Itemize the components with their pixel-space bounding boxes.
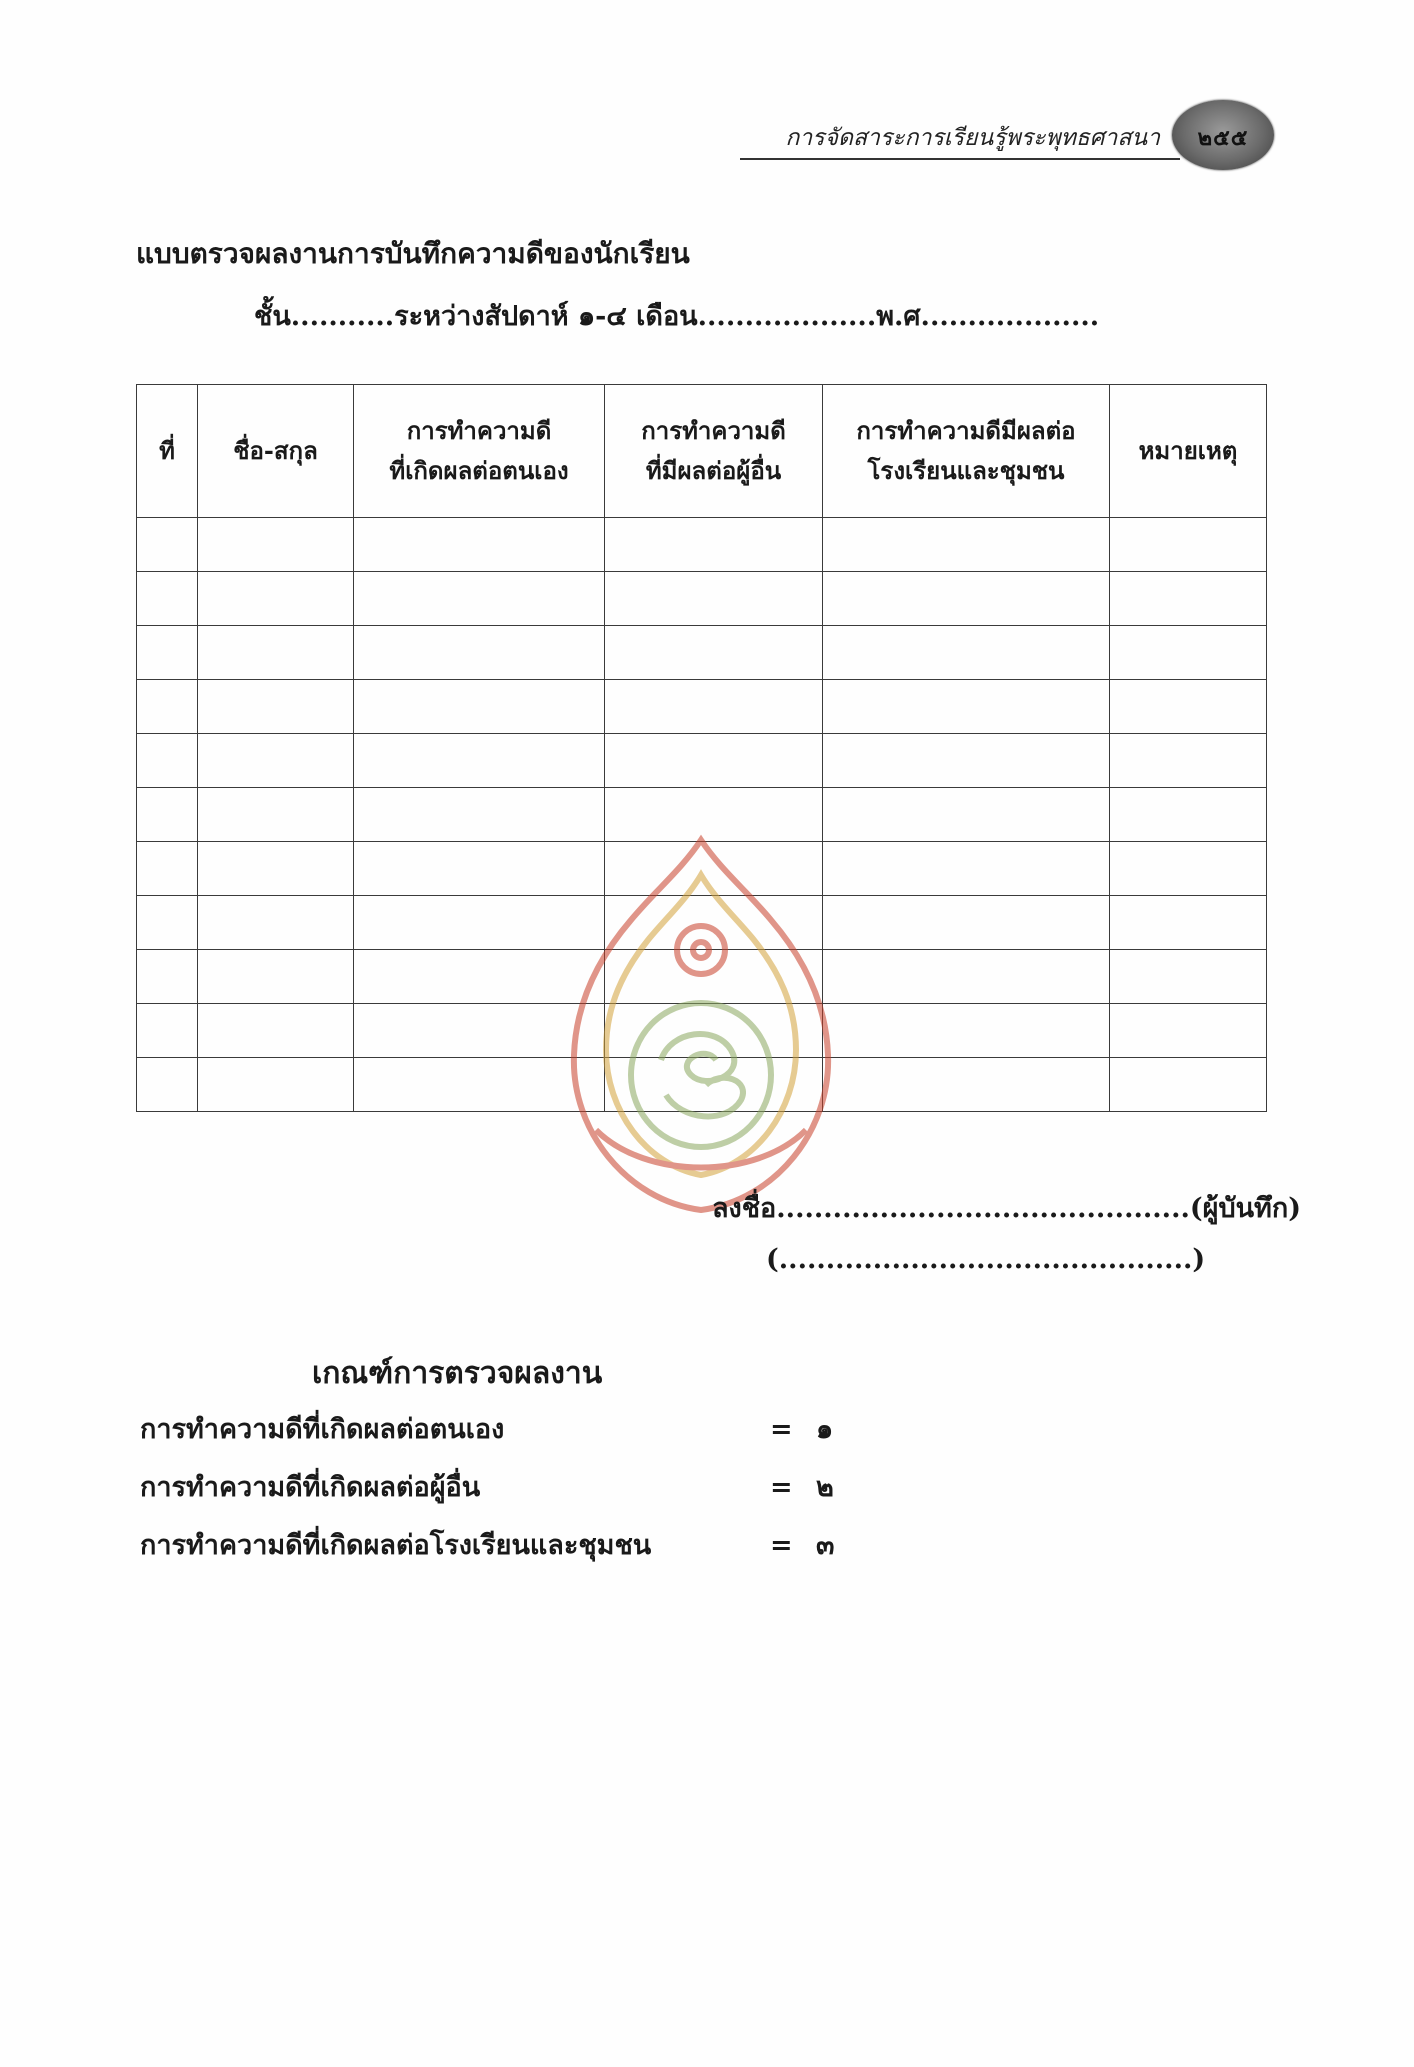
table-cell[interactable]	[1110, 572, 1267, 626]
criteria-score: ๒	[816, 1472, 834, 1503]
header-text-line: ที่	[159, 436, 175, 465]
table-cell[interactable]	[823, 896, 1110, 950]
table-cell[interactable]	[198, 950, 354, 1004]
criteria-score: ๓	[816, 1530, 835, 1561]
criteria-item	[140, 1410, 860, 1468]
table-cell[interactable]	[137, 1058, 198, 1112]
table-row	[137, 842, 1267, 896]
table-cell[interactable]	[1110, 896, 1267, 950]
criteria-label: การทำความดีที่เกิดผลต่อผู้อื่น	[140, 1472, 481, 1503]
table-cell[interactable]	[198, 1058, 354, 1112]
table-cell[interactable]	[198, 680, 354, 734]
table-cell[interactable]	[354, 788, 605, 842]
table-cell[interactable]	[1110, 788, 1267, 842]
form-subtitle: ชั้น...........ระหว่างสัปดาห์ ๑-๔ เดือน...................พ.ศ...................	[254, 301, 1100, 332]
table-cell[interactable]	[137, 680, 198, 734]
criteria-label: การทำความดีที่เกิดผลต่อโรงเรียนและชุมชน	[140, 1530, 652, 1561]
table-cell[interactable]	[354, 518, 605, 572]
table-cell[interactable]	[1110, 950, 1267, 1004]
table-cell[interactable]	[605, 734, 823, 788]
record-table	[136, 384, 1267, 1112]
signature-line: ลงชื่อ............................................(ผู้บันทึก)	[712, 1193, 1301, 1224]
table-cell[interactable]	[1110, 734, 1267, 788]
table-cell[interactable]	[354, 1004, 605, 1058]
table-cell[interactable]	[823, 680, 1110, 734]
table-row	[137, 896, 1267, 950]
header-text-line: ที่มีผลต่อผู้อื่น	[645, 456, 782, 485]
table-cell[interactable]	[823, 1004, 1110, 1058]
table-cell[interactable]	[137, 734, 198, 788]
page-number-badge	[1172, 100, 1274, 170]
header-text-line: การทำความดี	[641, 416, 786, 445]
table-cell[interactable]	[605, 950, 823, 1004]
table-cell[interactable]	[605, 680, 823, 734]
table-cell[interactable]	[137, 896, 198, 950]
table-cell[interactable]	[1110, 842, 1267, 896]
table-cell[interactable]	[823, 572, 1110, 626]
table-cell[interactable]	[823, 842, 1110, 896]
table-cell[interactable]	[354, 950, 605, 1004]
table-cell[interactable]	[605, 626, 823, 680]
header-text-line: ชื่อ-สกุล	[233, 436, 318, 465]
table-cell[interactable]	[1110, 1004, 1267, 1058]
criteria-equals: =	[770, 1414, 793, 1445]
table-row	[137, 572, 1267, 626]
criteria-label: การทำความดีที่เกิดผลต่อตนเอง	[140, 1414, 505, 1445]
table-cell[interactable]	[823, 734, 1110, 788]
table-row	[137, 1058, 1267, 1112]
table-row	[137, 518, 1267, 572]
criteria-item	[140, 1468, 860, 1526]
table-row	[137, 1004, 1267, 1058]
form-title: แบบตรวจผลงานการบันทึกความดีของนักเรียน	[136, 237, 690, 270]
table-row	[137, 626, 1267, 680]
table-cell[interactable]	[605, 572, 823, 626]
table-cell[interactable]	[137, 788, 198, 842]
running-header	[740, 118, 1180, 160]
table-cell[interactable]	[1110, 680, 1267, 734]
table-cell[interactable]	[137, 518, 198, 572]
table-cell[interactable]	[137, 572, 198, 626]
criteria-equals: =	[770, 1530, 793, 1561]
table-cell[interactable]	[137, 842, 198, 896]
table-row	[137, 734, 1267, 788]
header-good-others	[605, 385, 823, 518]
table-cell[interactable]	[137, 1004, 198, 1058]
table-cell[interactable]	[354, 572, 605, 626]
table-cell[interactable]	[354, 842, 605, 896]
header-text-line: การทำความดี	[406, 416, 552, 445]
running-title: การจัดสาระการเรียนรู้พระพุทธศาสนา	[785, 125, 1160, 151]
header-good-self	[354, 385, 605, 518]
table-cell[interactable]	[823, 518, 1110, 572]
table-row	[137, 950, 1267, 1004]
table-cell[interactable]	[354, 896, 605, 950]
criteria-list	[140, 1410, 860, 1584]
table-cell[interactable]	[137, 950, 198, 1004]
table-cell[interactable]	[605, 788, 823, 842]
table-cell[interactable]	[1110, 626, 1267, 680]
table-cell[interactable]	[354, 626, 605, 680]
page-number: ๒๕๕	[1197, 126, 1249, 151]
table-cell[interactable]	[823, 626, 1110, 680]
table-cell[interactable]	[198, 518, 354, 572]
criteria-score: ๑	[816, 1414, 834, 1445]
header-text-line: การทำความดีมีผลต่อ	[856, 416, 1076, 445]
table-cell[interactable]	[198, 842, 354, 896]
table-cell[interactable]	[354, 734, 605, 788]
table-cell[interactable]	[605, 1058, 823, 1112]
table-cell[interactable]	[823, 950, 1110, 1004]
table-cell[interactable]	[823, 788, 1110, 842]
signature-name-line: (............................................)	[766, 1244, 1206, 1275]
table-cell[interactable]	[605, 896, 823, 950]
table-cell[interactable]	[354, 680, 605, 734]
table-cell[interactable]	[198, 572, 354, 626]
header-good-community	[823, 385, 1110, 518]
header-no	[137, 385, 198, 518]
header-text-line: โรงเรียนและชุมชน	[867, 456, 1065, 485]
table-cell[interactable]	[1110, 518, 1267, 572]
criteria-equals: =	[770, 1472, 793, 1503]
table-header-row	[137, 385, 1267, 518]
header-text-line: ที่เกิดผลต่อตนเอง	[389, 456, 569, 485]
table-cell[interactable]	[198, 734, 354, 788]
table-cell[interactable]	[137, 626, 198, 680]
table-row	[137, 680, 1267, 734]
table-cell[interactable]	[823, 1058, 1110, 1112]
table-cell[interactable]	[354, 1058, 605, 1112]
header-text-line: หมายเหตุ	[1138, 436, 1238, 465]
table-cell[interactable]	[1110, 1058, 1267, 1112]
table-cell[interactable]	[198, 896, 354, 950]
table-cell[interactable]	[605, 1004, 823, 1058]
table-body	[137, 518, 1267, 1112]
table-cell[interactable]	[198, 1004, 354, 1058]
table-cell[interactable]	[605, 518, 823, 572]
table-cell[interactable]	[198, 788, 354, 842]
criteria-item	[140, 1526, 860, 1584]
table-cell[interactable]	[605, 842, 823, 896]
table-cell[interactable]	[198, 626, 354, 680]
header-remark	[1110, 385, 1267, 518]
table-row	[137, 788, 1267, 842]
header-name	[198, 385, 354, 518]
criteria-heading: เกณฑ์การตรวจผลงาน	[312, 1356, 603, 1391]
